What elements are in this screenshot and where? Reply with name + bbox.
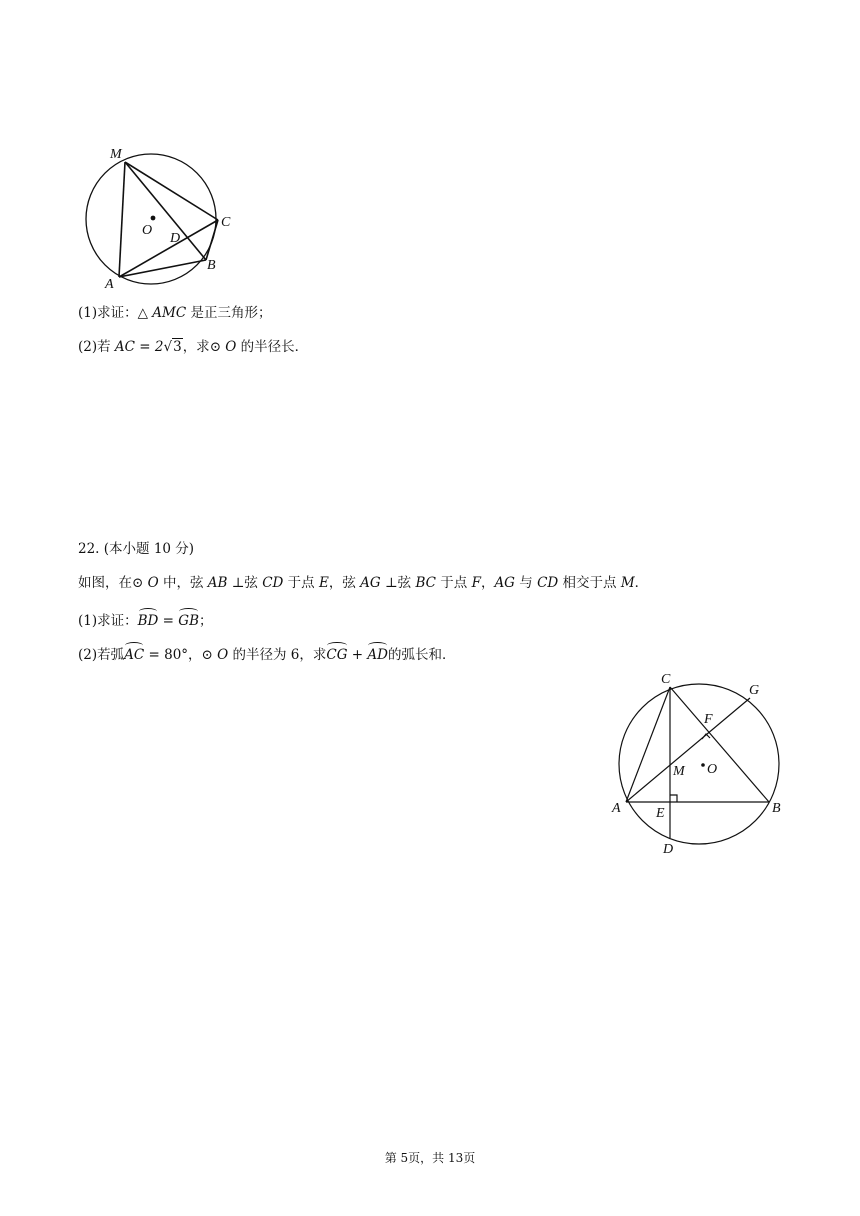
q22-part1-suffix: ； [199, 613, 213, 629]
stem-math: ⊙ O [132, 575, 159, 591]
q22-part2-plus: + [347, 647, 368, 663]
q22-stem [78, 574, 648, 592]
arc-bd: BD [138, 609, 159, 630]
stem-math: M [620, 575, 635, 591]
stem-part: 与 [514, 575, 538, 591]
segment-ma [119, 162, 125, 277]
q21-part1-suffix: 是正三角形； [186, 305, 272, 321]
stem-math: AB [207, 575, 228, 591]
arc-ac: AC [124, 643, 144, 664]
q21-part2-circle: ⊙ O [209, 339, 237, 355]
q21-part2-math1: AC = 2 [114, 339, 164, 355]
stem-part: ． [634, 575, 649, 591]
label-f: F [704, 712, 713, 727]
label-e: E [656, 806, 665, 821]
q21-part1 [78, 304, 272, 322]
stem-part: ， [480, 575, 495, 591]
segment-ac [119, 220, 218, 277]
label-m: M [110, 147, 122, 162]
circle-abcd-figure [606, 668, 792, 860]
arc-gb: GB [178, 609, 199, 630]
arc-ad: AD [367, 643, 388, 664]
q21-part2 [78, 338, 308, 356]
label-c-2: C [661, 672, 671, 687]
chord-cb [670, 687, 769, 802]
label-a: A [105, 277, 114, 292]
q21-part1-math: △ AMC [137, 305, 187, 321]
right-angle-e [670, 795, 677, 802]
stem-part: 相交于点 [558, 575, 621, 591]
stem-part: 如图，在 [78, 575, 132, 591]
sqrt-radicand: 3 [173, 339, 182, 355]
q21-part2-mid: ，求 [182, 339, 210, 355]
q21-part1-prefix: (1)求证： [78, 305, 138, 321]
stem-part: 于点 [283, 575, 319, 591]
label-d: D [170, 231, 181, 246]
stem-part: 于点 [435, 575, 472, 591]
stem-math: BC [415, 575, 436, 591]
q22-part2 [78, 643, 456, 664]
label-g: G [749, 683, 760, 698]
q21-part2-prefix: (2)若 [78, 339, 115, 355]
label-m-2: M [673, 764, 685, 779]
q22-part1 [78, 609, 213, 630]
label-b: B [207, 258, 216, 273]
stem-part: ⊥弦 [380, 575, 416, 591]
segment-mc [125, 162, 218, 220]
q22-header-text: 22. (本小题 10 分) [78, 541, 195, 557]
center-point-o-2 [701, 763, 705, 767]
stem-part: ，弦 [328, 575, 361, 591]
stem-math: CD [537, 575, 559, 591]
q22-part1-prefix: (1)求证： [78, 613, 138, 629]
stem-math: E [318, 575, 329, 591]
arc-cg: CG [326, 643, 347, 664]
segment-ca [626, 687, 670, 802]
label-o: O [142, 223, 153, 238]
q22-part2-eq: = 80°， [144, 647, 202, 663]
sqrt-symbol: √3 [163, 339, 182, 355]
label-o-2: O [707, 762, 718, 777]
label-d-2: D [663, 842, 674, 857]
stem-part: ⊥弦 [227, 575, 263, 591]
q22-part2-circle: ⊙ O [201, 647, 229, 663]
segment-mb [125, 162, 206, 260]
chord-ag [626, 698, 750, 802]
circle-amc-figure [80, 140, 250, 292]
q22-part2-suffix: 的弧长和． [388, 647, 456, 663]
label-c: C [221, 215, 231, 230]
center-point-o [151, 216, 156, 221]
q22-part2-prefix: (2)若弧 [78, 647, 125, 663]
q22-part2-mid: 的半径为 6，求 [228, 647, 327, 663]
stem-math: AG [360, 575, 381, 591]
q21-part2-suffix: 的半径长． [236, 339, 309, 355]
stem-math: AG [494, 575, 515, 591]
page-footer: 第 5页，共 13页 [384, 1151, 476, 1165]
label-a-2: A [612, 801, 621, 816]
circle-o-2 [619, 684, 779, 844]
stem-math: CD [262, 575, 284, 591]
stem-part: 中，弦 [158, 575, 208, 591]
q22-part1-eq: = [158, 613, 179, 629]
stem-math: F [471, 575, 481, 591]
label-b-2: B [772, 801, 781, 816]
q22-header [78, 540, 194, 558]
